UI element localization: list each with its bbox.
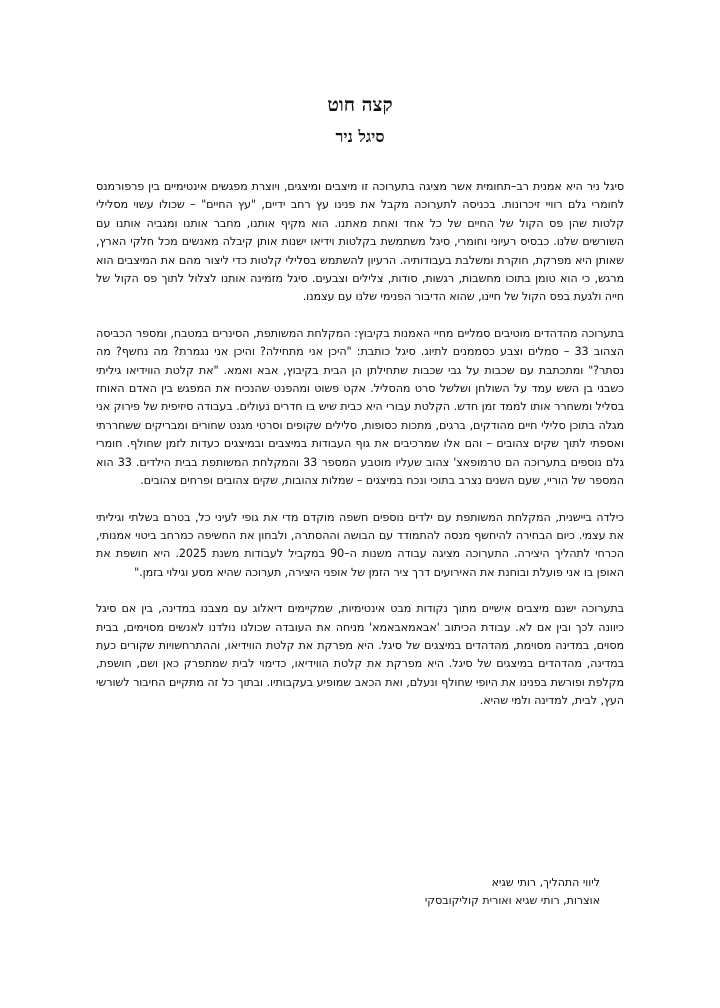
document-header [0,92,720,148]
paragraph-1: סיגל ניר היא אמנית רב–תחומית אשר מציגה בתערוכה זו מיצבים ומיצגים, ויוצרת מפגשים אינטימיים בין פרפורמנס לחומרי גלם רוויי זיכרונות. בכניסה לתערוכה מקבל את פנינו עץ רחב ידיים, "עץ החיים" – שכולו עשוי מסלילי קלטות שהן פס הקול של החיים של כל אחד ואחת מאתנו. הוא מקיף אותנו, מחבר אותנו ומגביה אותנו עם השורשים שלנו. כבסיס רעיוני וחומרי, סיגל משתמשת בקלטות וידיאו ישנות אותן קיבלה מאנשים מכל חלקי הארץ, שאותן היא מפרקת, חוקרת ומשלבת בעבודותיה. הרעיון להשתמש בסלילי קלטות כדי ליצור מהם את המיצבים הוא מרגש, כי הוא טומן בתוכו מחשבות, רגשות, סודות, צלילים וצבעים. סיגל מזמינה אותנו לצלול לתוך פס הקול של חייה ולגעת בפס הקול של חיינו, שהוא הדיבור הפנימי שלנו עם עצמנו. [96,180,624,304]
credit-process: ליווי התהליך, רותי שגיא [491,876,600,889]
paragraph-4: בתערוכה ישנם מיצבים אישיים מתוך נקודות מבט אינטימיות, שמקיימים דיאלוג עם מצבנו במדינה, בין אם סיגל כיוונה לכך ובין אם לא. עבודת הכיתוב 'אבאמאבאמא' מניחה את העובדה שכולנו נולדנו לאנשים מסוימים, בבית מסוים, במדינה מסוימת, מהדהדים במיצגים של סיגל. היא מפרקת את קלטת הווידיאו, וההתרחשויות שקורים כעת במדינה, מהדהדים במיצגים של סיגל. היא מפרקת את קלטת הווידיאו, כדימוי לבית שמתפרק כאן ושם, חושפת, מקלפת ופורשת בפנינו את היופי שחולף ונעלם, ואת הכאב שמופיע בעקבותיו. ובתוך כל זה מתקיים החיבור לשורשי העץ, לבית, למדינה ולמי שהיא. [96,602,624,708]
paragraph-3: כילדה ביישנית, המקלחת המשותפת עם ילדים נוספים חשפה מוקדם מדי את גופי לעיני כל, בטרם בשלתי וגיליתי את עצמי. כיום הבחירה להיחשף מנסה להתמודד עם הבושה וההסתרה, ולבחון את החשיפה כמרחב ביטוי אמנותי, הכרחי לתהליך היצירה. התערוכה מציגה עבודה משנות ה–90 במקביל לעבודות משנת 2025. היא חושפת את האופן בו אני פועלת ובוחנת את האירועים דרך ציר הזמן של אופני היצירה, תערוכה שהיא מסע וגילוי בזמן." [96,510,624,579]
paragraph-2: בתערוכה מהדהדים מוטיבים סמליים מחיי האמנות בקיבוץ: המקלחת המשותפת, הסינרים במטבח, ומספר הכביסה הצהוב 33 – סמלים וצבע כסממנים לתיוג. סיגל כותבת: "היכן אני מתחילה? והיכן אני נגמרת? מה נחשף? מה נסתר?" ומתכתבת עם שכבות על גבי שכבות שתחילתן הן הבית בקיבוץ, אבא ואמא. "את קלטת הווידיאו גיליתי כשבני בן השש עמד על השולחן ושלשל סרט מהסליל. אקט פשוט ומהפנט שהנכיח את המפגש בין האדם האוחז בסליל ומשחרר אותו לממד זמן חדש. הקלטת עבורי היא כבית שיש בו חדרים נעולים. בעבודה סיזיפית של פירוק אני מגלה בתוכן סלילי חיים מהודקים, ברגים, מתכות כסופות, סלילים שקופים וסרטי מגנט שחורים ומבריקים ששחררתי ואספתי לתוך שקים צהובים – והם אלו שמרכיבים את גוף העבודות במיצבים ובמיצגים כעדות לזמן שחולף. חומרי גלם נוספים בתערוכה הם טרמופאצ' צהוב שעליו מוטבע המספר 33 והמקלחת המשותפת בבית הילדים. 33 הוא המספר של הוריי, שעם השנים נצרב בתוכי ונכח במיצגים – שמלות צהובות, שקים צהובים ופרחים צהובים. [96,326,624,488]
document-title: קצה חוט [327,94,393,116]
document-body [96,178,624,729]
document-author: סיגל ניר [335,127,385,146]
credit-curators: אוצרות, רותי שגיא ואורית קוליקובסקי [424,894,600,907]
credits-block [200,874,600,910]
